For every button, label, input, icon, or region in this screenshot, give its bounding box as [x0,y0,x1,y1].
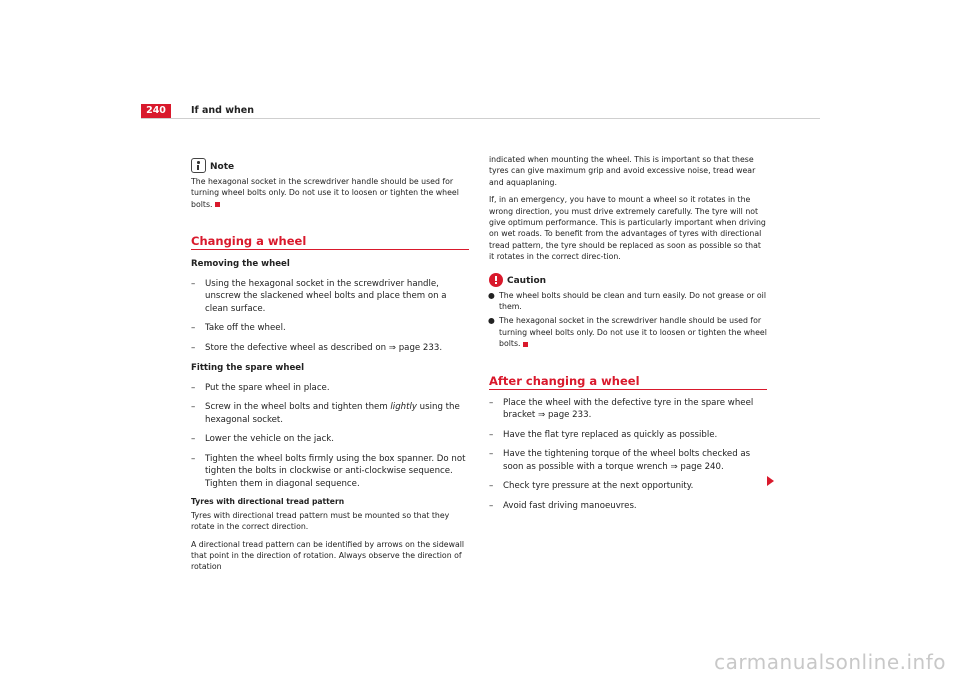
right-column [489,154,767,512]
note-text: The hexagonal socket in the screwdriver handle should be used for turning wheel bolts only. Do not use it to loosen or tighten the wheel bolts. [191,177,459,209]
list-item: – Take off the wheel. [191,323,286,334]
fitting-heading: Fitting the spare wheel [191,363,305,374]
page-number: 240 [141,104,171,118]
caution-icon [489,273,503,287]
caution-bullet: ● The hexagonal socket in the screwdriver handle should be used for turning wheel bolts only. Do not use it to loosen or tighten the wheel bolts. [488,316,767,349]
list-item: – Tighten the wheel bolts firmly using the box spanner. Do not tighten the bolts in clockwise or anti-clockwise sequence. Tighten them in diagonal sequence. [191,453,466,489]
list-item: – Screw in the wheel bolts and tighten them lightly using the hexagonal socket. [191,402,460,425]
caution-header [489,273,767,287]
end-marker-icon [523,342,528,347]
list-item: – Have the tightening torque of the wheel bolts checked as soon as possible with a torque wrench ⇒ page 240. [489,449,751,472]
tyres-paragraph: Tyres with directional tread pattern must be mounted so that they rotate in the correct direction. [191,510,450,532]
note-title: Note [210,162,235,172]
page-header [141,104,820,119]
list-item: – Put the spare wheel in place. [191,382,330,393]
note-header [191,158,469,173]
info-icon [191,158,206,173]
tyres-paragraph: A directional tread pattern can be identified by arrows on the sidewall that point in the direction of rotation. Always observe the direction of rotation [191,539,465,572]
removing-heading: Removing the wheel [191,259,290,270]
list-item: – Store the defective wheel as described on ⇒ page 233. [191,342,443,353]
list-item: – Place the wheel with the defective tyre in the spare wheel bracket ⇒ page 233. [489,397,754,421]
tyres-continued-paragraph: indicated when mounting the wheel. This is important so that these tyres can give maximum grip and avoid excessive noise, tread wear and aquaplaning. [489,155,756,187]
list-item: – Check tyre pressure at the next opportunity. [489,481,694,492]
section-title-after-changing: After changing a wheel [489,374,767,390]
next-page-arrow-icon[interactable] [767,476,774,486]
caution-title: Caution [507,275,547,286]
left-column [191,158,469,579]
list-item: – Using the hexagonal socket in the screwdriver handle, unscrew the slackened wheel bolts and place them on a clean surface. [191,278,447,314]
list-item: – Avoid fast driving manoeuvres. [489,500,637,511]
running-title: If and when [191,105,255,116]
end-marker-icon [215,202,220,207]
section-title-changing-wheel: Changing a wheel [191,234,469,250]
caution-bullet: ● The wheel bolts should be clean and turn easily. Do not grease or oil them. [488,290,767,312]
list-item: – Lower the vehicle on the jack. [191,434,335,445]
list-item: – Have the flat tyre replaced as quickly as possible. [489,429,718,440]
watermark: carmanualsonline.info [714,650,946,674]
emergency-paragraph: If, in an emergency, you have to mount a wheel so it rotates in the wrong direction, you must drive extremely carefully. The tyre will not give optimum performance. This is particularly important when driving on wet roads. To benefit from the advantages of tyres with directional tread pattern, the tyre should be replaced as soon as possible so that it rotates in the correct direc-tion. [489,195,766,262]
tyres-heading: Tyres with directional tread pattern [191,497,345,507]
